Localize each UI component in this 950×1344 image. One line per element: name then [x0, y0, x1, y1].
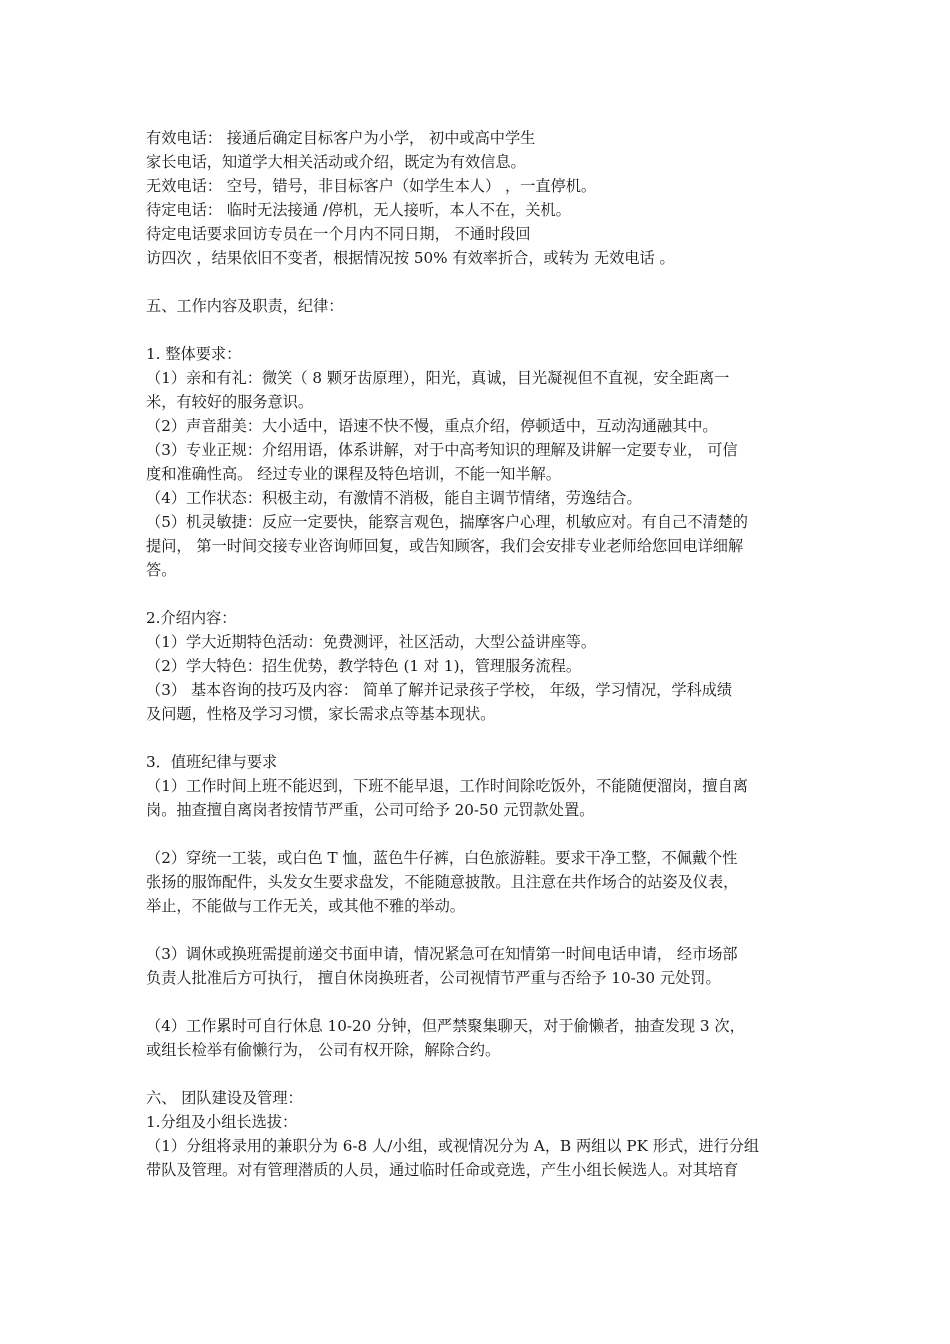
list-item: （2）声音甜美：大小适中，语速不快不慢，重点介绍，停顿适中，互动沟通融其中。	[146, 417, 718, 435]
spacer	[146, 318, 808, 342]
list-item-cont: 提问， 第一时间交接专业咨询师回复，或告知顾客，我们会安排专业老师给您回电详细解	[146, 537, 744, 555]
list-item-cont: 举止，不能做与工作无关，或其他不雅的举动。	[146, 897, 465, 915]
list-item-cont: 岗。抽查擅自离岗者按情节严重，公司可给予 20-50 元罚款处置。	[146, 801, 595, 819]
list-item: （5）机灵敏捷：反应一定要快，能察言观色，揣摩客户心理，机敏应对。有自己不清楚的	[146, 513, 748, 531]
valid-call-definition: 有效电话： 接通后确定目标客户为小学， 初中或高中学生	[146, 129, 536, 147]
list-item-cont: 带队及管理。对有管理潜质的人员，通过临时任命或竞选，产生小组长候选人。对其培育	[146, 1161, 739, 1179]
spacer	[146, 582, 808, 606]
pending-call-definition: 待定电话： 临时无法接通 /停机，无人接听，本人不在，关机。	[146, 201, 571, 219]
list-item: （2）穿统一工装，或白色 T 恤，蓝色牛仔裤，白色旅游鞋。要求干净工整，不佩戴个性	[146, 849, 738, 867]
list-item: （1）分组将录用的兼职分为 6-8 人/小组，或视情况分为 A，B 两组以 PK 形式，进行分组	[146, 1137, 760, 1155]
spacer	[146, 918, 808, 942]
subsection-title: 3．值班纪律与要求	[146, 753, 278, 771]
overall-requirements	[146, 342, 808, 582]
list-item: （3）专业正规：介绍用语，体系讲解，对于中高考知识的理解及讲解一定要专业， 可信	[146, 441, 738, 459]
subsection-title: 1.分组及小组长选拔：	[146, 1113, 298, 1131]
subsection-title: 1. 整体要求：	[146, 345, 242, 363]
duty-discipline	[146, 750, 808, 1062]
list-item: （3） 基本咨询的技巧及内容： 简单了解并记录孩子学校， 年级，学习情况，学科成绩	[146, 681, 733, 699]
spacer	[146, 822, 808, 846]
team-building	[146, 1086, 808, 1182]
list-item: （2）学大特色：招生优势，教学特色 (1 对 1)，管理服务流程。	[146, 657, 582, 675]
list-item: （1）亲和有礼：微笑（ 8 颗牙齿原理），阳光，真诚，目光凝视但不直视，安全距离一	[146, 369, 730, 387]
spacer	[146, 1062, 808, 1086]
list-item: （1）工作时间上班不能迟到，下班不能早退，工作时间除吃饭外，不能随便溜岗，擅自离	[146, 777, 748, 795]
list-item-cont: 及问题，性格及学习习惯，家长需求点等基本现状。	[146, 705, 496, 723]
spacer	[146, 270, 808, 294]
list-item: （4）工作累时可自行休息 10-20 分钟，但严禁聚集聊天，对于偷懒者，抽查发现 3 次，	[146, 1017, 745, 1035]
list-item-cont: 负责人批准后方可执行， 擅自休岗换班者，公司视情节严重与否给予 10-30 元处罚。	[146, 969, 721, 987]
invalid-call-definition: 无效电话： 空号，错号，非目标客户（如学生本人） ，一直停机。	[146, 177, 597, 195]
list-item: （1）学大近期特色活动：免费测评，社区活动，大型公益讲座等。	[146, 633, 597, 651]
list-item-cont: 度和准确性高。 经过专业的课程及特色培训，不能一知半解。	[146, 465, 561, 483]
intro-block	[146, 126, 808, 270]
list-item-cont: 米，有较好的服务意识。	[146, 393, 314, 411]
list-item: （3）调休或换班需提前递交书面申请，情况紧急可在知情第一时间电话申请， 经市场部	[146, 945, 738, 963]
spacer	[146, 726, 808, 750]
pending-call-rule-cont: 访四次 ，结果依旧不变者，根据情况按 50% 有效率折合，或转为 无效电话 。	[146, 249, 675, 267]
document-page	[146, 126, 808, 1182]
subsection-title: 2.介绍内容：	[146, 609, 237, 627]
valid-call-definition-cont: 家长电话，知道学大相关活动或介绍，既定为有效信息。	[146, 153, 526, 171]
section-five-heading: 五、工作内容及职责，纪律：	[146, 297, 344, 315]
pending-call-rule: 待定电话要求回访专员在一个月内不同日期， 不通时段回	[146, 225, 531, 243]
list-item: （4）工作状态：积极主动，有激情不消极，能自主调节情绪，劳逸结合。	[146, 489, 642, 507]
introduction-content	[146, 606, 808, 726]
list-item-cont: 或组长检举有偷懒行为， 公司有权开除，解除合约。	[146, 1041, 501, 1059]
list-item-cont: 张扬的服饰配件，头发女生要求盘发，不能随意披散。且注意在共作场合的站姿及仪表，	[146, 873, 739, 891]
spacer	[146, 990, 808, 1014]
section-six-heading: 六、 团队建设及管理：	[146, 1089, 303, 1107]
list-item-cont: 答。	[146, 561, 177, 579]
